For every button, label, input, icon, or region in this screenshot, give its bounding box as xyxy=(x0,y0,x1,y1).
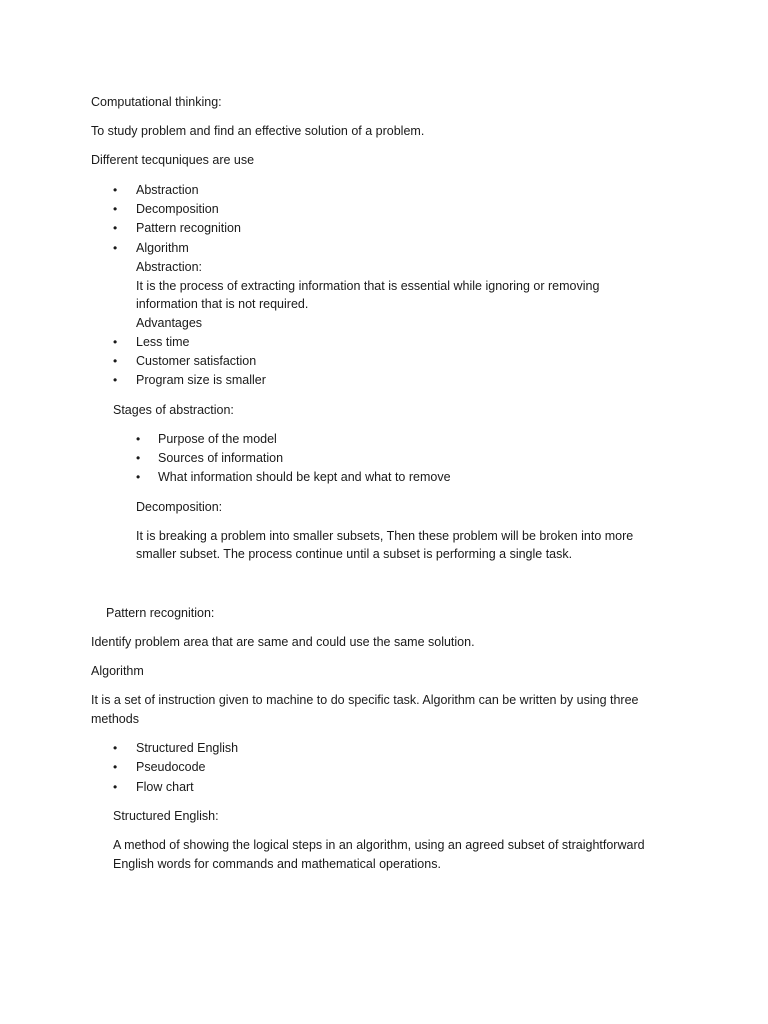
bullet-icon: • xyxy=(113,241,118,255)
doc-title: Computational thinking: xyxy=(91,95,222,109)
abstraction-text: information that is not required. xyxy=(136,297,309,311)
stages-heading: Stages of abstraction: xyxy=(113,403,234,417)
structured-english-heading: Structured English: xyxy=(113,809,219,823)
stage-item: Purpose of the model xyxy=(158,432,277,446)
bullet-icon: • xyxy=(113,183,118,197)
decomposition-text: It is breaking a problem into smaller subsets, Then these problem will be broken into more xyxy=(136,529,634,543)
technique-item: Abstraction xyxy=(136,183,199,197)
abstraction-heading: Abstraction: xyxy=(136,260,203,274)
bullet-icon: • xyxy=(113,354,118,368)
stage-item: What information should be kept and what to remove xyxy=(158,470,451,484)
algorithm-text: It is a set of instruction given to machine to do specific task. Algorithm can be written by using three xyxy=(91,693,639,707)
advantage-item: Less time xyxy=(136,335,190,349)
bullet-icon: • xyxy=(136,470,141,484)
bullet-icon: • xyxy=(113,202,118,216)
method-item: Pseudocode xyxy=(136,760,206,774)
techniques-intro: Different tecquniques are use xyxy=(91,153,255,167)
technique-item: Decomposition xyxy=(136,202,219,216)
structured-english-text: A method of showing the logical steps in an algorithm, using an agreed subset of straightforward xyxy=(113,838,645,852)
bullet-icon: • xyxy=(113,741,118,755)
pattern-recognition-heading: Pattern recognition: xyxy=(106,606,215,620)
bullet-icon: • xyxy=(113,335,118,349)
technique-item: Pattern recognition xyxy=(136,221,241,235)
bullet-icon: • xyxy=(113,780,118,794)
method-item: Flow chart xyxy=(136,780,194,794)
technique-item: Algorithm xyxy=(136,241,189,255)
pattern-recognition-text: Identify problem area that are same and could use the same solution. xyxy=(91,635,475,649)
intro-text: To study problem and find an effective solution of a problem. xyxy=(91,124,425,138)
structured-english-text: English words for commands and mathematical operations. xyxy=(113,857,441,871)
algorithm-heading: Algorithm xyxy=(91,664,144,678)
bullet-icon: • xyxy=(113,373,118,387)
bullet-icon: • xyxy=(136,451,141,465)
advantage-item: Customer satisfaction xyxy=(136,354,257,368)
bullet-icon: • xyxy=(113,760,118,774)
decomposition-heading: Decomposition: xyxy=(136,500,223,514)
algorithm-text: methods xyxy=(91,712,139,726)
advantages-heading: Advantages xyxy=(136,316,203,330)
bullet-icon: • xyxy=(113,221,118,235)
advantage-item: Program size is smaller xyxy=(136,373,266,387)
bullet-icon: • xyxy=(136,432,141,446)
abstraction-text: It is the process of extracting information that is essential while ignoring or removing xyxy=(136,279,600,293)
decomposition-text: smaller subset. The process continue until a subset is performing a single task. xyxy=(136,547,573,561)
stage-item: Sources of information xyxy=(158,451,284,465)
method-item: Structured English xyxy=(136,741,239,755)
